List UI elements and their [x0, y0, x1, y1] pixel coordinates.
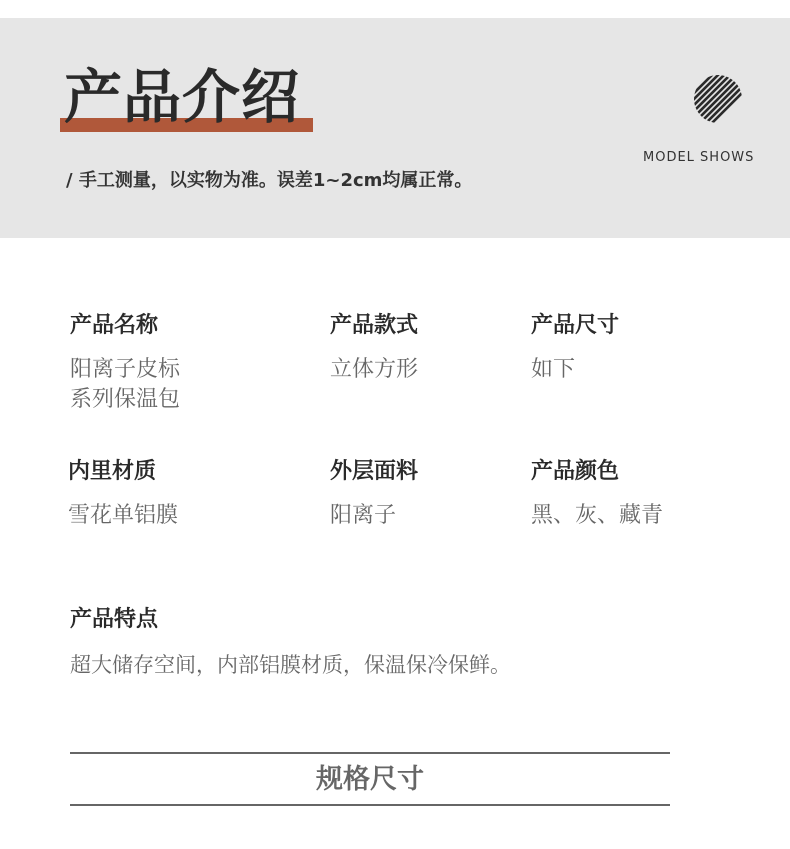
spec-value-line: 系列保温包 — [70, 387, 181, 412]
spec-value — [531, 355, 619, 385]
spec-product-color — [531, 457, 663, 531]
features-label: 产品特点 — [70, 607, 159, 632]
spec-label: 外层面料 — [330, 459, 419, 484]
spec-label: 产品尺寸 — [531, 313, 620, 338]
spec-value — [330, 355, 418, 385]
spec-value — [330, 501, 418, 531]
spec-product-name — [70, 311, 180, 415]
spec-value-line: 阳离子 — [330, 503, 397, 528]
spec-value — [68, 501, 178, 531]
title-block — [64, 62, 300, 132]
page-title: 产品介绍 — [64, 63, 301, 131]
spec-value-line: 立体方形 — [330, 357, 419, 382]
features-text: 超大储存空间，内部铝膜材质，保温保冷保鲜。 — [70, 653, 511, 677]
section-rule-top — [70, 752, 670, 754]
spec-outer-fabric — [330, 457, 418, 531]
spec-label: 产品颜色 — [531, 459, 620, 484]
measurement-note: / 手工测量，以实物为准。误差1~2cm均属正常。 — [66, 170, 473, 191]
spec-label: 内里材质 — [68, 459, 157, 484]
diagonal-stripes-circle-icon — [693, 74, 743, 124]
spec-label: 产品款式 — [330, 313, 419, 338]
section-rule-bottom — [70, 804, 670, 806]
spec-label: 产品名称 — [70, 313, 159, 338]
spec-value — [70, 355, 180, 415]
model-shows-label: MODEL SHOWS — [643, 150, 755, 165]
section-title: 规格尺寸 — [316, 764, 424, 795]
spec-product-style — [330, 311, 418, 385]
spec-value-line: 黑、灰、藏青 — [531, 503, 664, 528]
spec-value — [531, 501, 663, 531]
spec-inner-material — [68, 457, 178, 531]
spec-value-line: 如下 — [531, 357, 576, 382]
spec-value-line: 阳离子皮标 — [70, 357, 181, 382]
spec-value-line: 雪花单铝膜 — [68, 503, 179, 528]
spec-product-size — [531, 311, 619, 385]
